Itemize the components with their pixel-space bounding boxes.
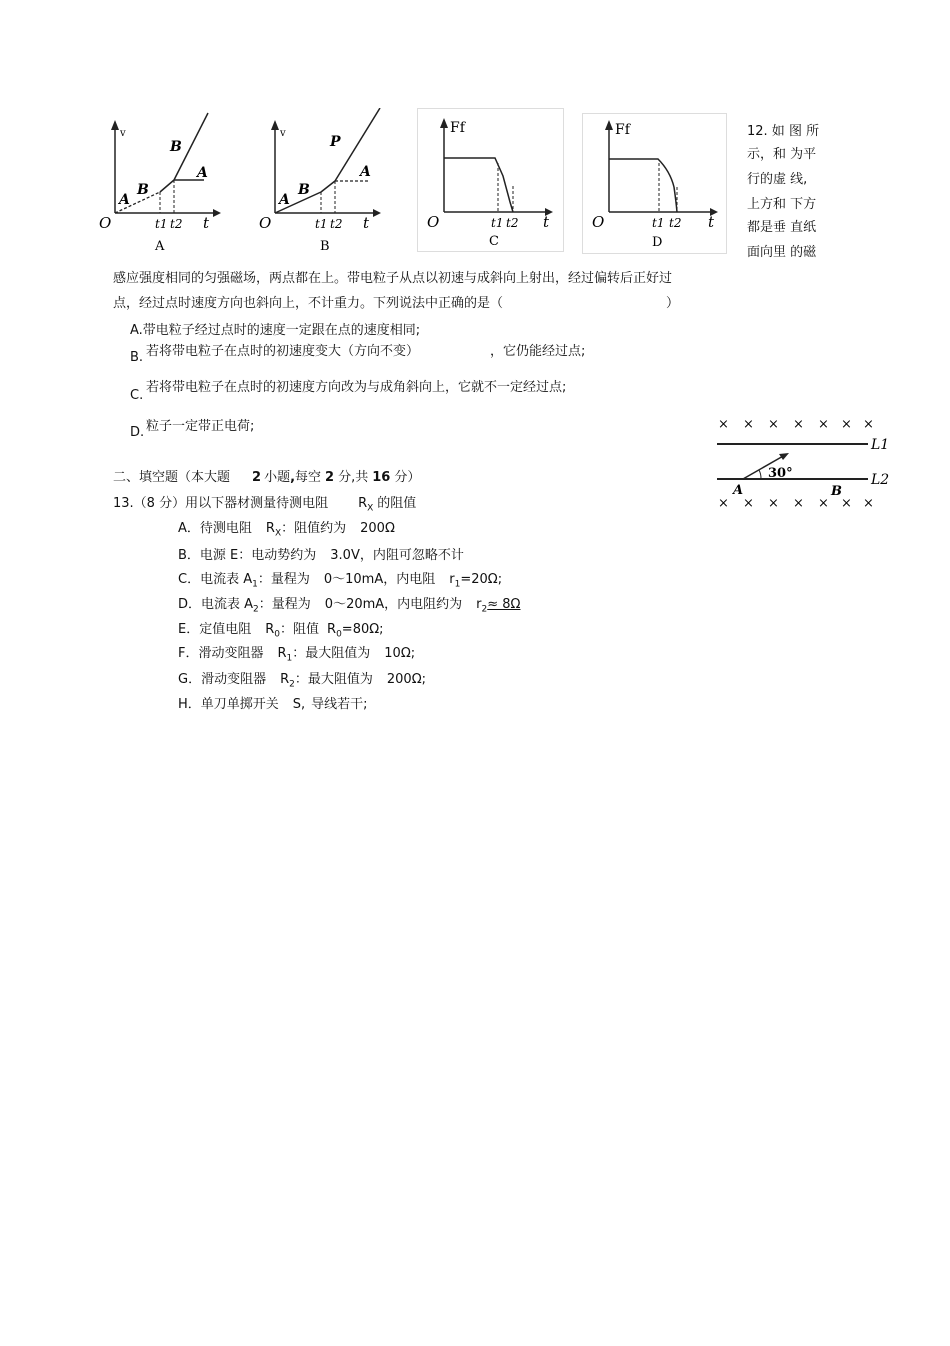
q13-item: C．电流表 $A_1$：量程为 0～10mA，内电阻 $r_1=20\Omega$; xyxy=(178,572,503,590)
point-a-label: A xyxy=(733,483,744,498)
option-c-letter: C. xyxy=(130,388,144,403)
field-figure xyxy=(713,412,893,512)
option-a xyxy=(130,322,420,340)
q13-item: G．滑动变阻器 $R_2$：最大阻值为 200Ω; xyxy=(178,672,427,690)
q13-item: D．电流表 $A_2$：量程为 0～20mA，内电阻约为 $r_2\approx 8\Omega$ xyxy=(178,597,521,615)
origin-label: O xyxy=(592,213,605,231)
section-heading: 二、填空题（本大题 2 小题,每空 2 分,共 16 分） xyxy=(113,470,421,485)
q12-side-line: 上方和 下方 xyxy=(747,197,817,212)
graph-caption: A xyxy=(155,239,165,254)
y-axis-label: Ff xyxy=(450,120,465,136)
y-axis-label: v xyxy=(120,128,126,139)
origin-label: O xyxy=(99,214,112,232)
point-label: A xyxy=(279,192,290,208)
option-d-letter: D. xyxy=(130,425,145,440)
q12-side-line: 12. 如 图 所 xyxy=(747,124,820,139)
tick-label: t1 xyxy=(315,217,328,231)
point-label: B xyxy=(298,182,310,198)
point-label: A xyxy=(360,164,371,180)
cross-mark: × xyxy=(863,417,874,432)
x-axis-label: t xyxy=(543,213,550,231)
point-b-label: B xyxy=(831,484,842,499)
option-letter: A. xyxy=(130,323,143,338)
tick-label: t2 xyxy=(669,216,682,230)
cross-mark: × xyxy=(793,496,804,511)
cross-mark: × xyxy=(818,496,829,511)
option-b-text-2: ，它仍能经过点; xyxy=(490,344,586,359)
q13-title: 13.（8 分）用以下器材测量待测电阻 $R_X$ 的阻值 xyxy=(113,496,417,514)
cross-mark: × xyxy=(743,417,754,432)
cross-mark: × xyxy=(841,496,852,511)
cross-mark: × xyxy=(818,417,829,432)
tick-label: t2 xyxy=(506,216,519,230)
graph-caption: D xyxy=(652,235,663,250)
cross-mark: × xyxy=(768,417,779,432)
y-axis-label: Ff xyxy=(615,122,630,138)
q13-item: H．单刀单掷开关 S, 导线若干; xyxy=(178,697,368,712)
cross-mark: × xyxy=(768,496,779,511)
graph-b xyxy=(255,108,385,258)
cross-mark: × xyxy=(793,417,804,432)
origin-label: O xyxy=(259,214,272,232)
graph-caption: C xyxy=(489,234,499,249)
tick-label: t1 xyxy=(491,216,504,230)
q12-side-line: 面向里 的磁 xyxy=(747,245,817,260)
y-axis-label: v xyxy=(280,128,286,139)
cross-mark: × xyxy=(743,496,754,511)
option-d-text: 粒子一定带正电荷; xyxy=(146,419,255,434)
option-text: 带电粒子经过点时的速度一定跟在点的速度相同; xyxy=(142,323,421,338)
origin-label: O xyxy=(427,213,440,231)
q12-answer-paren-close: ） xyxy=(666,296,680,311)
tick-label: t1 xyxy=(652,216,665,230)
option-c-text: 若将带电粒子在点时的初速度方向改为与成角斜向上，它就不一定经过点; xyxy=(146,380,567,395)
option-b-text: 若将带电粒子在点时的初速度变大（方向不变） xyxy=(146,344,420,359)
l2-label: L2 xyxy=(871,472,890,488)
x-axis-label: t xyxy=(708,213,715,231)
tick-label: t1 xyxy=(155,217,168,231)
q12-side-line: 都是垂 直纸 xyxy=(747,220,817,235)
q13-item: F．滑动变阻器 $R_1$：最大阻值为 10Ω; xyxy=(178,646,416,664)
point-label: B xyxy=(170,139,182,155)
tick-label: t2 xyxy=(170,217,183,231)
q12-side-line: 行的虚 线, xyxy=(747,172,808,187)
q12-text-line: 感应强度相同的匀强磁场，两点都在上。带电粒子从点以初速与成斜向上射出，经过偏转后正好过 xyxy=(113,271,673,286)
q13-item: B．电源 E：电动势约为 3.0V，内阻可忽略不计 xyxy=(178,548,464,563)
point-label: A xyxy=(197,165,208,181)
tick-label: t2 xyxy=(330,217,343,231)
point-label: P xyxy=(330,134,341,150)
cross-mark: × xyxy=(863,496,874,511)
q12-text-line: 点，经过点时速度方向也斜向上，不计重力。下列说法中正确的是（ xyxy=(113,296,504,311)
point-label: B xyxy=(137,182,149,198)
x-axis-label: t xyxy=(203,214,210,232)
q13-item: E．定值电阻 $R_0$：阻值 $R_0=80\Omega$; xyxy=(178,622,384,640)
angle-label: 30° xyxy=(768,466,793,481)
q12-side-line: 示，和 为平 xyxy=(747,147,817,162)
graph-caption: B xyxy=(320,239,330,254)
cross-mark: × xyxy=(841,417,852,432)
graph-c xyxy=(417,108,565,253)
x-axis-label: t xyxy=(363,214,370,232)
cross-mark: × xyxy=(718,496,729,511)
q13-item: A．待测电阻 $R_X$：阻值约为 200Ω xyxy=(178,521,395,539)
graph-a xyxy=(95,108,225,258)
l1-label: L1 xyxy=(871,437,890,453)
point-label: A xyxy=(119,192,130,208)
cross-mark: × xyxy=(718,417,729,432)
graph-d xyxy=(582,113,728,255)
option-b-letter: B. xyxy=(130,350,144,365)
